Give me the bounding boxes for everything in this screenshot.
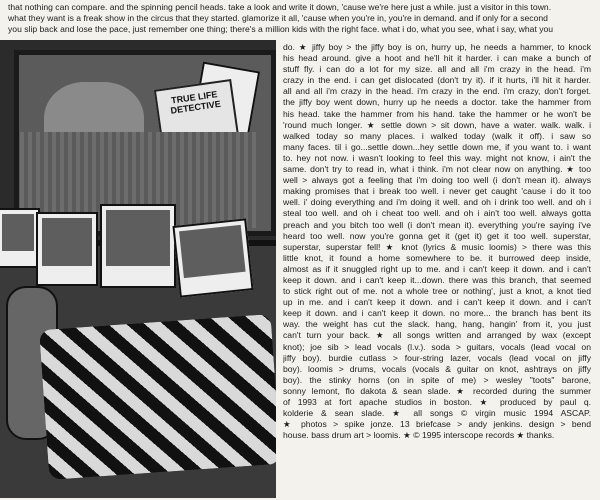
text-line: walked today so many places. i walked today (walk it off). i saw so (283, 130, 591, 141)
text-line: crazy in the end. i can get dislocated (don't try it). if it hurts, i'll hit it harder. (283, 75, 591, 86)
photo-print-1 (0, 208, 40, 268)
photo-print-3 (100, 204, 176, 288)
text-line: all and all i'm crazy in the head. i'm crazy in the end. i'm crazy, don't forget. (283, 86, 591, 97)
suitcase-photo (0, 40, 276, 498)
text-line: house. bass drum art > loomis. ★ © 1995 interscope records ★ thanks. (283, 430, 555, 441)
text-line: stuff fly. i can do a lot for my size. all and all i'm crazy in the head. i'm (283, 64, 591, 75)
text-line: keep it down. and i can't keep it down. no more... the branch has bent its (283, 308, 591, 319)
text-line: keep it down. and i can't keep it...down. there was this branch, that seemed (283, 274, 591, 285)
text-line: up in me. and i can't keep it down. and i can't keep it down. and i can't (283, 297, 591, 308)
text-line: his head around. give a hoot and he'll hit it harder. i can make a bunch of (283, 53, 591, 64)
text-line: his head. take the hammer from his hand. take the hammer or he won't be (283, 108, 591, 119)
text-line: boy). loomis > drums, vocals (vocals & guitar on knot, ashtrays on jiffy (283, 363, 591, 374)
photo-print-2 (36, 212, 98, 286)
text-line: way. the weight has cut the slack. hang, hang, hangin' from it, you just (283, 319, 591, 330)
text-line: knot); joe sib > lead vocals (l.v.). soda > guitars, vocals (lead vocal on (283, 341, 591, 352)
text-line: same. don't try to read in, what i think. i'm not clear now on anything. ★ too (283, 164, 591, 175)
plaid-blanket (39, 314, 276, 480)
top-text-line-3: you slip back and lose the pace, just remember one thing; there's a million kids with the right face. what i do, what you see, what i say, what you (8, 24, 554, 34)
top-text-line-1: that nothing can compare. and the spinning pencil heads. take a look and write it down, 'cause we're here just a while. just a visitor in this town. (8, 2, 552, 12)
text-line: can't turn your back. ★ all songs written and arranged by wax (except (283, 330, 591, 341)
text-line: jiffy boy). burdie cutlass > four-string lazer, vocals (lead vocal on jiffy (283, 352, 591, 363)
text-line: making promises that i break too well. i never get caught 'cause i do it too (283, 186, 591, 197)
magazine-title: TRUE LIFE DETECTIVE (169, 89, 222, 116)
text-line: of 1993 at fort apache studios in boston. ★ produced by paul q. (283, 397, 591, 407)
text-line: preach and you bitch too well (i don't mean it). everything you're saying i've (283, 219, 591, 230)
text-line: many faces. til i go...settle down...hey settle down me, if you want to. i want (283, 141, 591, 152)
top-text-line-2: what they want is a freak show in the circus that they started. glamorize it all, 'cause when you're in, you're in demand. and if only for a second (8, 13, 548, 23)
text-line: ★ photos > spike jonze. 13 briefcase > andy jenkins. design > bend (283, 419, 591, 430)
text-line: heard too well. now you're gonna get it (get it) get it too well. superstar, (283, 230, 591, 241)
lyrics-column (283, 42, 591, 441)
text-line: 'round much longer. ★ settle down > sit down, have a water. walk. walk. i (283, 119, 591, 130)
text-line: little knot, it found a home somewhere to be. it burrowed deep inside, (283, 252, 591, 263)
text-line: to. hey not now. i wasn't looking to feel this way. might not know, i ain't the (283, 152, 591, 163)
text-line: boy). the stinky horns (on in spite of me) > wesley "toots" barone, (283, 374, 591, 385)
text-line: steal too well. and oh i cheat too well. and oh i ain't too well. always gotta (283, 208, 591, 219)
text-line: well > always got a feeling that i'm doing too well (i don't mean it). always (283, 175, 591, 186)
text-line: the jiffy boy went down, hurry up he needs a doctor. take the hammer from (283, 97, 591, 108)
text-line: well. i' doing everything and i'm doing it well. and oh i drink too well. and oh i (283, 197, 591, 208)
text-line: to stick right out of me. not a whole tree or nothing', just a knot, a knot tied (283, 286, 591, 297)
text-line: sonny lemont, flo dakota & sean slade. ★ recorded during the summer (283, 385, 591, 396)
text-line: do. ★ jiffy boy > the jiffy boy is on, hurry up, he needs a hammer, to knock (283, 42, 591, 52)
photo-print-4 (172, 218, 253, 297)
text-line: almost as if it snuggled right up to me. and i can't keep it down. and i can't (283, 263, 591, 274)
text-line: superstar, superstar fell! ★ knot (lyrics & music loomis) > there was this (283, 241, 591, 252)
text-line: kolderie & sean slade. ★ all songs © virgin music 1994 ASCAP. (283, 408, 591, 419)
